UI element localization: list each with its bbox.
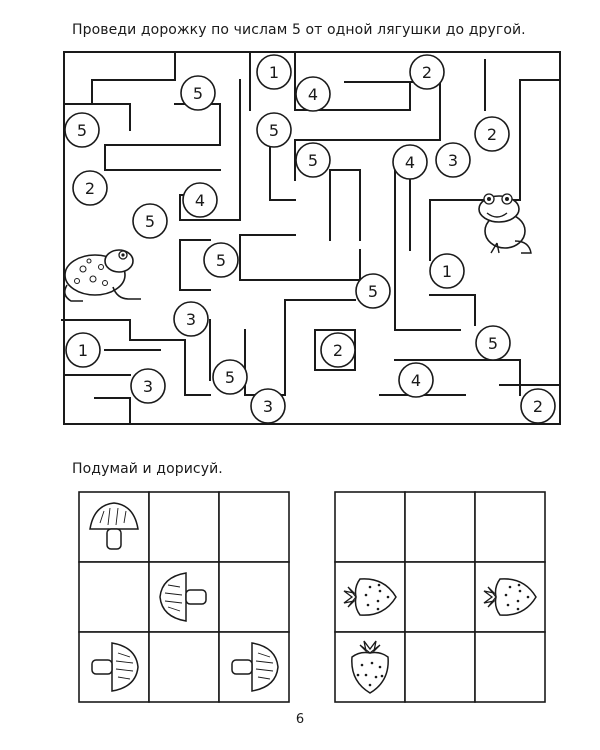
grid-cell[interactable] bbox=[475, 632, 545, 702]
grid-cell[interactable] bbox=[405, 632, 475, 702]
maze-number-bubble bbox=[430, 254, 464, 288]
maze-number-bubble bbox=[66, 333, 100, 367]
maze-number-bubble bbox=[183, 183, 217, 217]
grid-cell[interactable] bbox=[219, 492, 289, 562]
maze-number-bubble bbox=[296, 143, 330, 177]
grid-cell[interactable] bbox=[149, 562, 219, 632]
maze-number-bubble bbox=[399, 363, 433, 397]
maze-number-bubble bbox=[436, 143, 470, 177]
task1-instruction: Проведи дорожку по числам 5 от одной лягушки до другой. bbox=[72, 22, 526, 38]
maze-number-bubble bbox=[321, 333, 355, 367]
grid-cell[interactable] bbox=[405, 492, 475, 562]
maze-number-bubble bbox=[204, 243, 238, 277]
grid-cell[interactable] bbox=[219, 562, 289, 632]
maze-number-bubble bbox=[257, 113, 291, 147]
grid-cell[interactable] bbox=[475, 492, 545, 562]
maze-number: 3 bbox=[142, 377, 154, 396]
maze-number-bubble bbox=[521, 389, 555, 423]
maze-number-bubble bbox=[476, 326, 510, 360]
maze-number-bubble bbox=[131, 369, 165, 403]
maze-number: 4 bbox=[307, 85, 319, 104]
maze-number-bubble bbox=[296, 77, 330, 111]
grid-cell[interactable] bbox=[475, 562, 545, 632]
task2-instruction: Подумай и дорисуй. bbox=[72, 461, 223, 477]
maze-number: 5 bbox=[367, 282, 379, 301]
grid-right bbox=[334, 491, 546, 703]
maze-number-bubble bbox=[73, 171, 107, 205]
maze-number: 1 bbox=[268, 63, 280, 82]
maze-number: 5 bbox=[268, 121, 280, 140]
maze-number: 4 bbox=[410, 371, 422, 390]
maze-number: 1 bbox=[441, 262, 453, 281]
maze-number-bubble bbox=[133, 204, 167, 238]
frog-left-icon bbox=[65, 250, 141, 301]
maze-number: 5 bbox=[224, 368, 236, 387]
maze-number: 5 bbox=[307, 151, 319, 170]
maze-number: 2 bbox=[486, 125, 498, 144]
maze-number-bubble bbox=[65, 113, 99, 147]
maze-number: 5 bbox=[76, 121, 88, 140]
maze-number: 5 bbox=[144, 212, 156, 231]
maze-number-bubble bbox=[181, 76, 215, 110]
grid-cell[interactable] bbox=[79, 562, 149, 632]
maze-number: 2 bbox=[84, 179, 96, 198]
maze-number: 2 bbox=[532, 397, 544, 416]
maze-number: 2 bbox=[421, 63, 433, 82]
maze-number-bubble bbox=[356, 274, 390, 308]
grid-cell[interactable] bbox=[335, 562, 405, 632]
maze-number-bubble bbox=[174, 302, 208, 336]
maze-number: 5 bbox=[192, 84, 204, 103]
maze-number: 3 bbox=[185, 310, 197, 329]
maze-number: 5 bbox=[215, 251, 227, 270]
grid-cell[interactable] bbox=[79, 632, 149, 702]
page-number: 6 bbox=[295, 712, 305, 727]
maze-number: 4 bbox=[404, 153, 416, 172]
maze-number: 5 bbox=[487, 334, 499, 353]
grid-left bbox=[78, 491, 290, 703]
maze-number: 3 bbox=[262, 397, 274, 416]
grid-cell[interactable] bbox=[79, 492, 149, 562]
maze-number: 4 bbox=[194, 191, 206, 210]
maze-number-bubble bbox=[251, 389, 285, 423]
maze-number-bubble bbox=[410, 55, 444, 89]
maze-number-bubble bbox=[213, 360, 247, 394]
grid-cell[interactable] bbox=[219, 632, 289, 702]
grid-cell[interactable] bbox=[149, 632, 219, 702]
grid-cell[interactable] bbox=[405, 562, 475, 632]
maze-number-bubble bbox=[475, 117, 509, 151]
frog-right-icon bbox=[479, 194, 531, 253]
maze-number-bubble bbox=[257, 55, 291, 89]
maze-number: 2 bbox=[332, 341, 344, 360]
maze-number: 1 bbox=[77, 341, 89, 360]
grid-cell[interactable] bbox=[335, 632, 405, 702]
grid-cell[interactable] bbox=[335, 492, 405, 562]
grid-cell[interactable] bbox=[149, 492, 219, 562]
maze-number-bubble bbox=[393, 145, 427, 179]
maze-number: 3 bbox=[447, 151, 459, 170]
